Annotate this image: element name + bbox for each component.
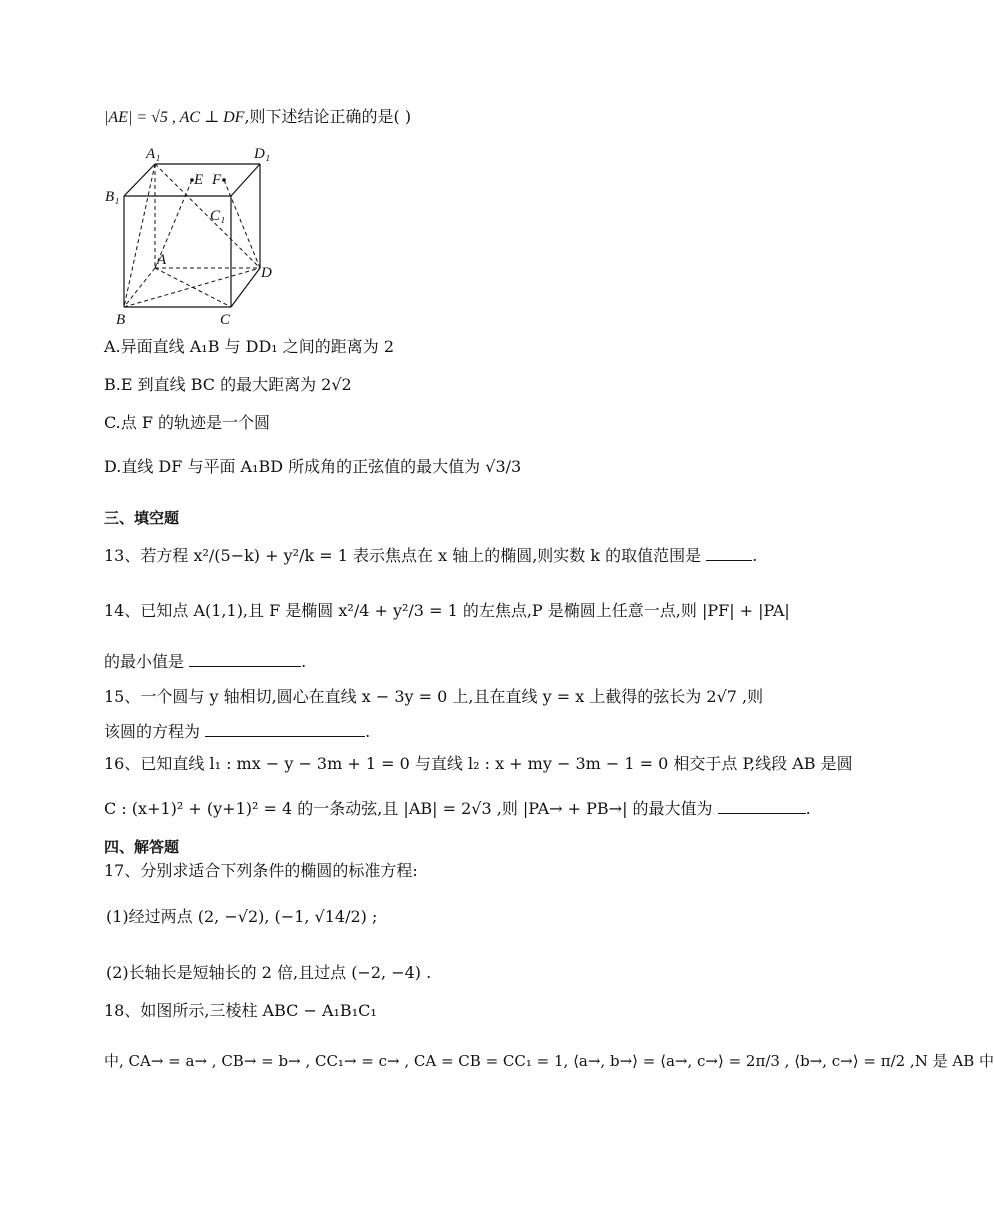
label-A1: A₁ [146, 146, 161, 162]
q18-line2: 中, CA→ = a→ , CB→ = b→ , CC₁→ = c→ , CA = CB = CC₁ = 1, ⟨a→, b→⟩ = ⟨a→, c→⟩ = 2π/3 , ⟨b→, c→⟩ = π/2 ,N 是 AB 中 [104, 1052, 994, 1070]
q13-text: 13、若方程 x²/(5−k) + y²/k = 1 表示焦点在 x 轴上的椭圆,则实数 k 的取值范围是 [104, 546, 702, 565]
q13: 13、若方程 x²/(5−k) + y²/k = 1 表示焦点在 x 轴上的椭圆,则实数 k 的取值范围是 . [104, 546, 758, 565]
q15-answer-blank[interactable] [205, 720, 365, 737]
label-D: D [261, 265, 272, 281]
q15-text: 该圆的方程为 [104, 722, 201, 741]
q14-text: 的最小值是 [104, 652, 185, 671]
q12-option-a: A.异面直线 A₁B 与 DD₁ 之间的距离为 2 [104, 337, 395, 356]
q15-line1: 15、一个圆与 y 轴相切,圆心在直线 x − 3y = 0 上,且在直线 y = x 上截得的弦长为 2√7 ,则 [104, 687, 764, 706]
q12-option-b: B.E 到直线 BC 的最大距离为 2√2 [104, 375, 352, 394]
label-D1: D₁ [254, 146, 271, 162]
label-E: E [194, 172, 204, 188]
q15-line2: 该圆的方程为 . [104, 722, 371, 741]
label-F: F [212, 172, 222, 188]
section-4-heading: 四、解答题 [104, 838, 180, 856]
label-B1: B₁ [105, 189, 120, 205]
section-3-heading: 三、填空题 [104, 509, 180, 527]
q14-line2: 的最小值是 . [104, 652, 307, 671]
label-C1: C₁ [210, 208, 226, 224]
q14-line1: 14、已知点 A(1,1),且 F 是椭圆 x²/4 + y²/3 = 1 的左焦点,P 是椭圆上任意一点,则 |PF| + |PA| [104, 601, 790, 620]
q16-text: C : (x+1)² + (y+1)² = 4 的一条动弦,且 |AB| = 2√3 ,则 |PA→ + PB→| 的最大值为 [104, 799, 713, 818]
cube-figure [100, 142, 290, 327]
q17: 17、分别求适合下列条件的椭圆的标准方程: [104, 861, 418, 880]
q12-intro-math: |AE| = √5 , AC ⊥ DF [104, 109, 245, 126]
q14-answer-blank[interactable] [189, 650, 301, 667]
q12-intro [104, 106, 411, 129]
q17-part1: (1)经过两点 (2, −√2), (−1, √14/2) ; [106, 907, 378, 926]
label-A: A [157, 252, 167, 268]
label-B: B [116, 312, 126, 328]
q16-line2: C : (x+1)² + (y+1)² = 4 的一条动弦,且 |AB| = 2√3 ,则 |PA→ + PB→| 的最大值为 . [104, 799, 811, 818]
q17-part2: (2)长轴长是短轴长的 2 倍,且过点 (−2, −4) . [106, 963, 432, 982]
q12-option-d: D.直线 DF 与平面 A₁BD 所成角的正弦值的最大值为 √3/3 [104, 457, 522, 476]
q13-answer-blank[interactable] [706, 544, 752, 561]
q16-answer-blank[interactable] [718, 797, 806, 814]
label-C: C [220, 312, 231, 328]
q12-option-c: C.点 F 的轨迹是一个圆 [104, 413, 271, 432]
q12-intro-text: ,则下述结论正确的是( ) [244, 107, 412, 126]
q16-line1: 16、已知直线 l₁ : mx − y − 3m + 1 = 0 与直线 l₂ : x + my − 3m − 1 = 0 相交于点 P,线段 AB 是圆 [104, 754, 853, 773]
q18-line1: 18、如图所示,三棱柱 ABC − A₁B₁C₁ [104, 1001, 377, 1020]
